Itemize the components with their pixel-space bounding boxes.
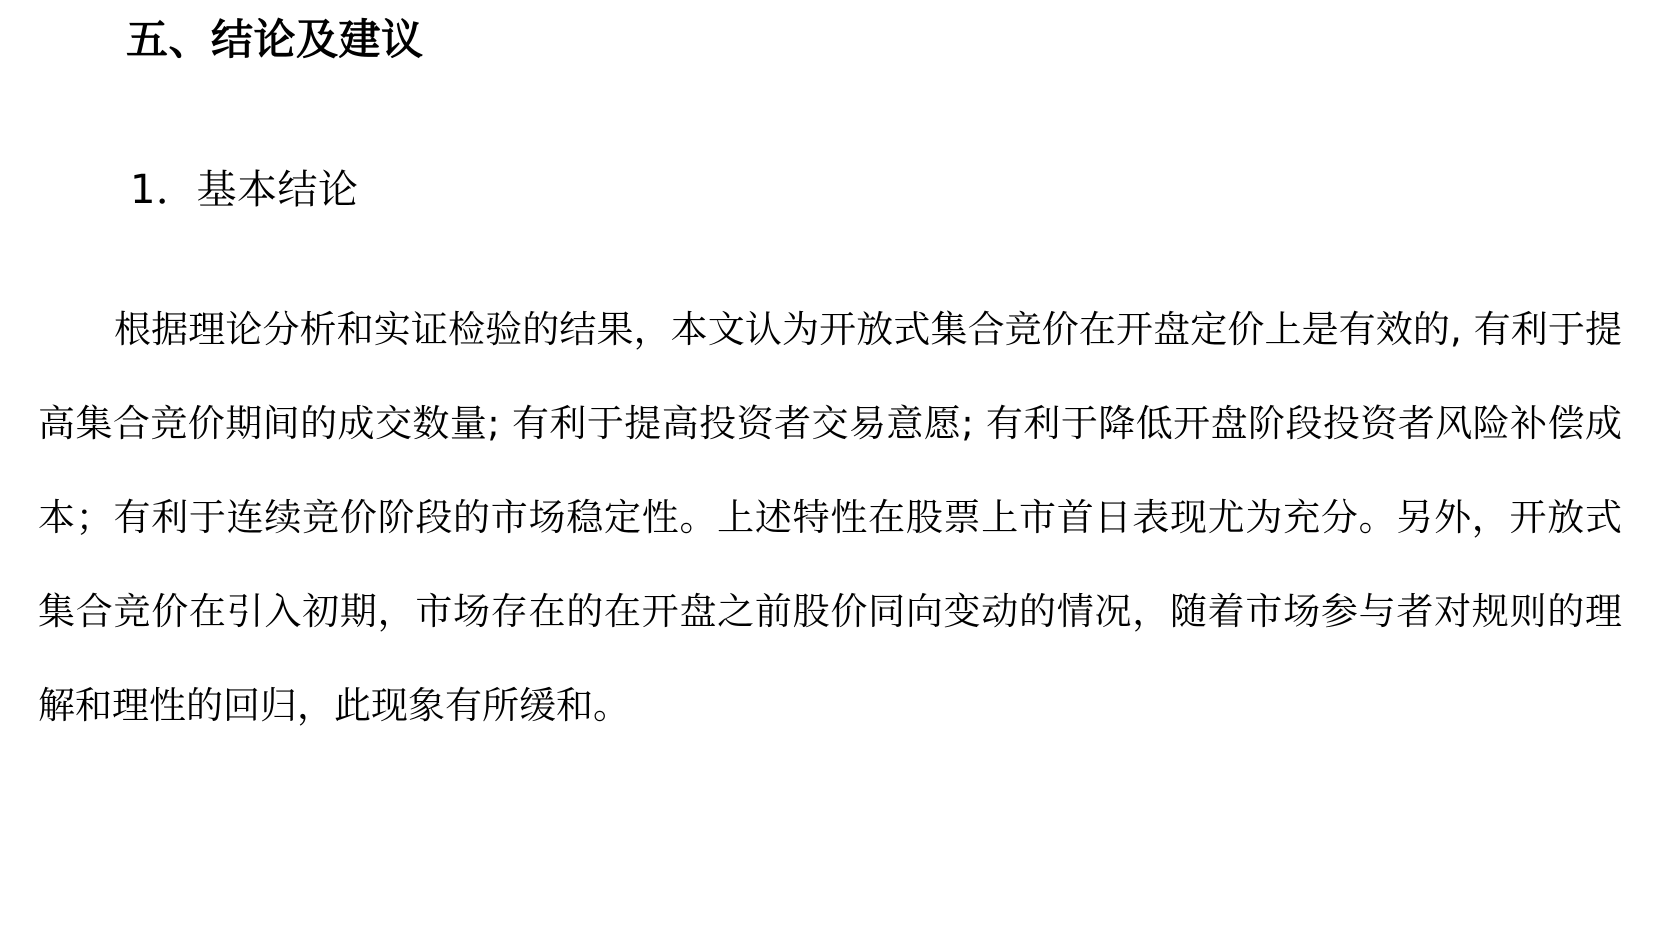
subsection-heading: 1．基本结论 bbox=[130, 166, 359, 213]
body-paragraph: 根据理论分析和实证检验的结果，本文认为开放式集合竞价在开盘定价上是有效的, 有利于提高集合竞价期间的成交数量; 有利于提高投资者交易意愿; 有利于降低开盘阶段投资者风险补偿成本；有利于连续竞价阶段的市场稳定性。上述特性在股票上市首日表现尤为充分。另外，开放式集合竞价在引入初期，市场存在的在开盘之前股价同向变动的情况，随着市场参与者对规则的理解和理性的回归，此现象有所缓和。 bbox=[38, 307, 1622, 727]
section-heading: 五、结论及建议 bbox=[126, 15, 424, 64]
